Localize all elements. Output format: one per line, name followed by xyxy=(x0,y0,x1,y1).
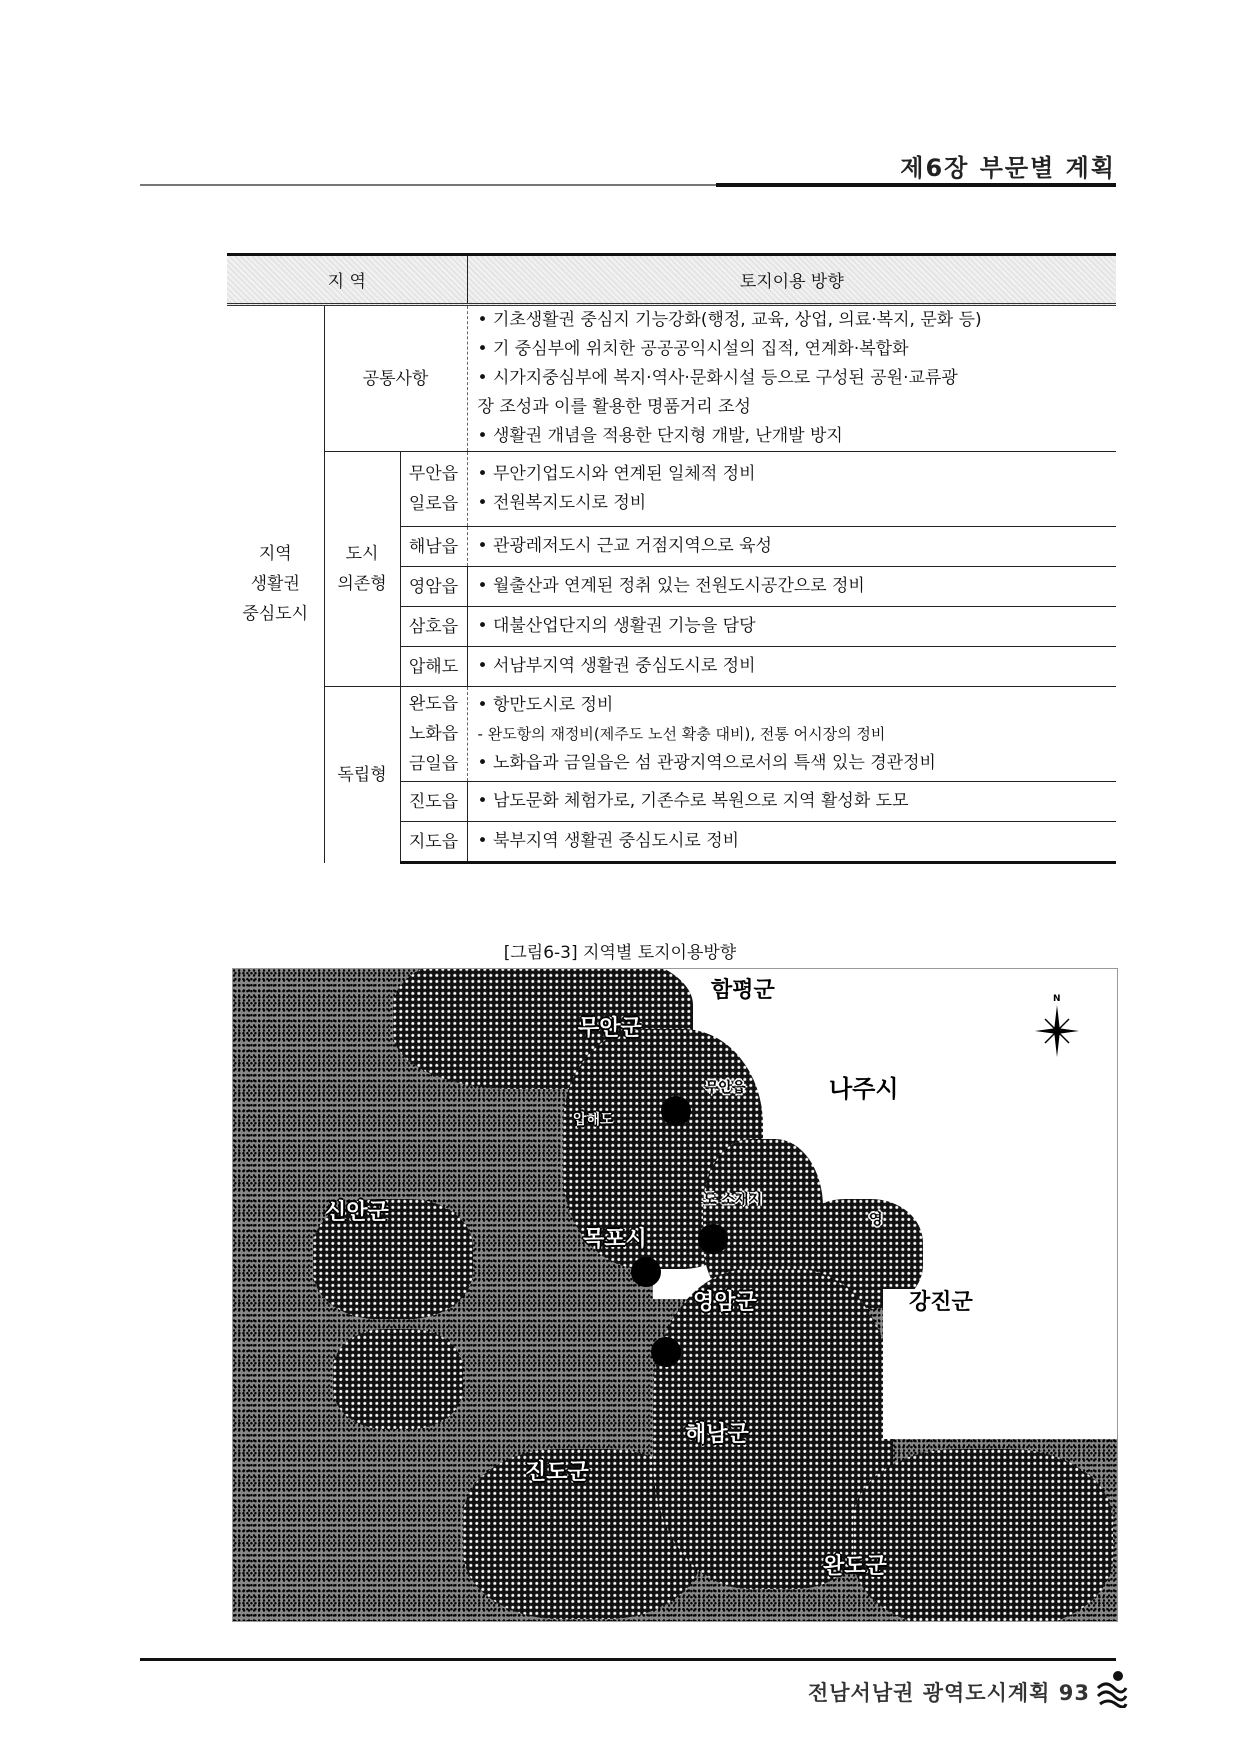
map-label-naju: 나주시 xyxy=(829,1075,899,1103)
land-use-map xyxy=(232,968,1118,1622)
direction-cell: • 남도문화 체험가로, 기존수로 복원으로 지역 활성화 도모 xyxy=(467,782,1116,822)
town-cell: 영암읍 xyxy=(400,567,467,607)
column-header-region: 지 역 xyxy=(227,255,467,305)
independent-label: 독립형 xyxy=(324,687,400,863)
direction-cell: • 서남부지역 생활권 중심도시로 정비 xyxy=(467,647,1116,687)
map-label-yeongam: 영암군 xyxy=(693,1290,757,1315)
map-label-jindo: 진도군 xyxy=(525,1460,589,1485)
group-label: 지역 생활권 중심도시 xyxy=(242,544,309,625)
town-cell: 지도읍 xyxy=(400,822,467,863)
footer-title: 전남서남권 광역도시계획 xyxy=(807,1681,1051,1705)
direction-cell: • 북부지역 생활권 중심도시로 정비 xyxy=(467,822,1116,863)
direction-cell: • 월출산과 연계된 정취 있는 전원도시공간으로 정비 xyxy=(467,567,1116,607)
direction-cell: • 무안기업도시와 연계된 일체적 정비 • 전원복지도시로 정비 xyxy=(467,452,1116,527)
footer xyxy=(808,1677,1090,1707)
column-header-direction: 토지이용 방향 xyxy=(467,255,1116,305)
common-items: • 기초생활권 중심지 기능강화(행정, 교육, 상업, 의료·복지, 문화 등) • 기 중심부에 위치한 공공공익시설의 집적, 연계화·복합화 • 시가지중심부에 복지·역사·문화시설 등으로 구성된 공원·교류광 장 조성과 이를 활용한 명품거리 조성 • 생활권 개념을 적용한 단지형 개발, 난개발 방지 xyxy=(467,305,1116,452)
map-label-mokpo: 목포시 xyxy=(583,1227,647,1252)
wave-logo-icon xyxy=(1096,1668,1128,1708)
map-label-muan: 무안군 xyxy=(578,1016,642,1041)
direction-cell: • 항만도시로 정비 - 완도항의 재정비(제주도 노선 확충 대비), 전통 어시장의 정비 • 노화읍과 금일읍은 섬 관광지역으로서의 특색 있는 경관정비 xyxy=(467,687,1116,782)
common-label: 공통사항 xyxy=(324,305,467,452)
map-label-gangjin: 강진군 xyxy=(909,1290,973,1315)
svg-text:N: N xyxy=(1053,994,1061,1004)
town-cell: 해남읍 xyxy=(400,527,467,567)
dependent-label: 도시 의존형 xyxy=(324,452,400,687)
town-cell: 진도읍 xyxy=(400,782,467,822)
map-label-dojae: 도 소재지 xyxy=(703,1192,762,1208)
map-label-wando: 완도군 xyxy=(823,1554,887,1579)
town-cell: 무안읍 일로읍 xyxy=(400,452,467,527)
city-marker-samho xyxy=(651,1337,681,1367)
city-marker-mokpo xyxy=(698,1224,728,1254)
header-rule xyxy=(140,184,1116,186)
land-use-table xyxy=(227,253,1116,864)
page-number: 93 xyxy=(1058,1681,1090,1705)
north-arrow-icon xyxy=(1027,991,1087,1061)
city-marker-muan xyxy=(661,1096,691,1126)
city-marker-yeongam xyxy=(631,1257,661,1287)
map-label-sinan: 신안군 xyxy=(325,1200,389,1225)
chapter-title: 제6장 부문별 계획 xyxy=(900,154,1116,182)
map-label-yeong: 영 xyxy=(869,1212,883,1228)
town-cell: 삼호읍 xyxy=(400,607,467,647)
map-label-apaedo: 압해도 xyxy=(573,1112,614,1128)
figure-caption: [그림6-3] 지역별 토지이용방향 xyxy=(503,943,737,963)
direction-cell: • 관광레저도시 근교 거점지역으로 육성 xyxy=(467,527,1116,567)
map-label-haenam: 해남군 xyxy=(685,1422,749,1447)
town-cell: 완도읍 노화읍 금일읍 xyxy=(400,687,467,782)
map-label-muaneup: 무안읍 xyxy=(705,1080,746,1096)
direction-cell: • 대불산업단지의 생활권 기능을 담당 xyxy=(467,607,1116,647)
town-cell: 압해도 xyxy=(400,647,467,687)
map-label-hampyeong: 함평군 xyxy=(711,978,775,1003)
footer-rule xyxy=(140,1658,1116,1661)
